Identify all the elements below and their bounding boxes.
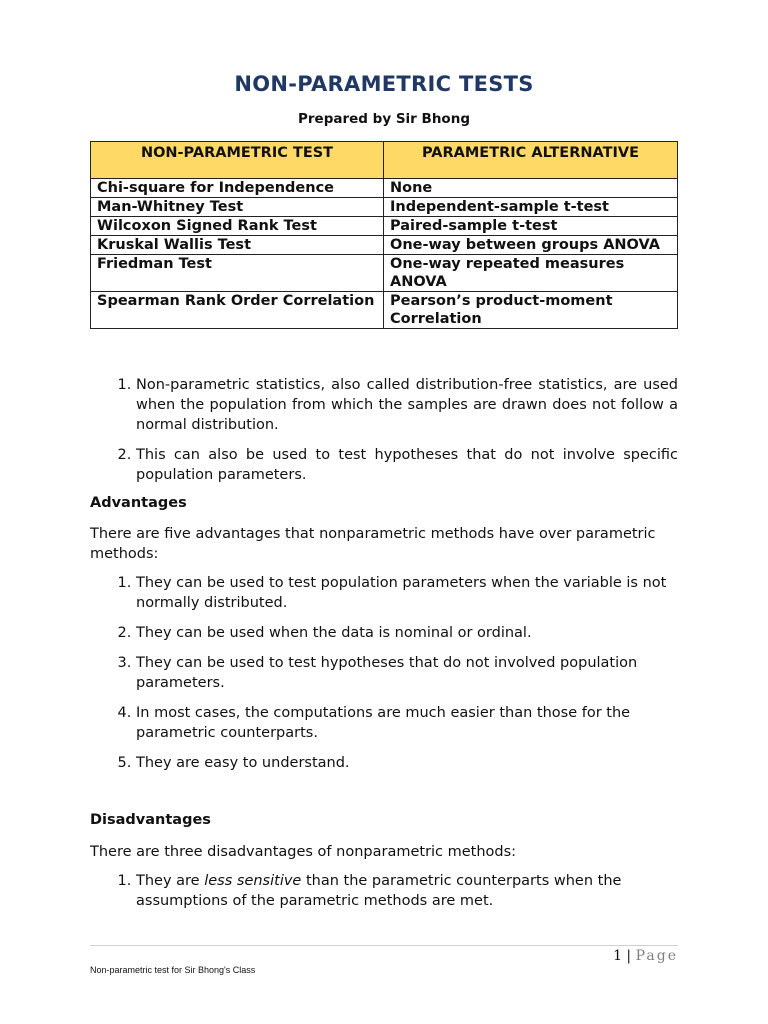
- table-cell: Friedman Test: [91, 255, 384, 292]
- list-item: 2. They can be used when the data is nominal or ordinal.: [136, 623, 678, 643]
- table-row: [91, 292, 678, 329]
- advantages-intro: There are five advantages that nonparametric methods have over parametric methods:: [90, 526, 656, 562]
- table-cell: One-way repeated measures ANOVA: [384, 255, 678, 292]
- table-row: [91, 179, 678, 198]
- page-separator: |: [621, 948, 636, 964]
- table-cell: Pearson’s product-moment Correlation: [384, 292, 678, 329]
- page-number-value: 1: [613, 948, 622, 964]
- footer-note: Non-parametric test for Sir Bhong's Class: [90, 965, 256, 975]
- item-text: than the parametric counterparts when the assumptions of the parametric methods are met.: [136, 873, 622, 909]
- list-item: 2. This can also be used to test hypotheses that do not involve specific population parameters.: [136, 445, 678, 485]
- item-text: They are: [136, 873, 205, 889]
- advantages-heading: Advantages: [90, 495, 187, 511]
- document-title: NON-PARAMETRIC TESTS: [234, 72, 534, 96]
- emphasized-text: less sensitive: [204, 873, 302, 889]
- disadvantages-intro: There are three disadvantages of nonparametric methods:: [90, 844, 517, 860]
- table-cell: Wilcoxon Signed Rank Test: [91, 217, 384, 236]
- list-item: [136, 871, 678, 911]
- table-cell: Paired-sample t-test: [384, 217, 678, 236]
- list-item: 5. They are easy to understand.: [136, 753, 678, 773]
- table-header-cell: PARAMETRIC ALTERNATIVE: [384, 142, 678, 179]
- document-subtitle: Prepared by Sir Bhong: [298, 111, 470, 127]
- table-cell: Kruskal Wallis Test: [91, 236, 384, 255]
- table-cell: None: [384, 179, 678, 198]
- list-item: 4. In most cases, the computations are much easier than those for the parametric counterparts.: [136, 703, 678, 743]
- disadvantages-heading: Disadvantages: [90, 812, 211, 828]
- footer-divider: [90, 945, 678, 946]
- table-cell: One-way between groups ANOVA: [384, 236, 678, 255]
- table-row: [91, 217, 678, 236]
- intro-list: [90, 375, 678, 495]
- advantages-list: [90, 573, 678, 783]
- table-row: [91, 198, 678, 217]
- disadvantages-list: [90, 871, 678, 921]
- table-cell: Independent-sample t-test: [384, 198, 678, 217]
- table-header-row: [91, 142, 678, 179]
- page-number: [613, 948, 678, 964]
- table-cell: Man-Whitney Test: [91, 198, 384, 217]
- table-cell: Chi-square for Independence: [91, 179, 384, 198]
- list-item: 3. They can be used to test hypotheses that do not involved population parameters.: [136, 653, 678, 693]
- table-cell: Spearman Rank Order Correlation: [91, 292, 384, 329]
- comparison-table: [90, 141, 678, 329]
- page-label: Page: [635, 948, 678, 964]
- table-header-cell: NON-PARAMETRIC TEST: [91, 142, 384, 179]
- list-item: 1. Non-parametric statistics, also called distribution-free statistics, are used when the population from which the samples are drawn does not follow a normal distribution.: [136, 375, 678, 435]
- table-row: [91, 236, 678, 255]
- list-item: 1. They can be used to test population parameters when the variable is not normally distributed.: [136, 573, 678, 613]
- table-row: [91, 255, 678, 292]
